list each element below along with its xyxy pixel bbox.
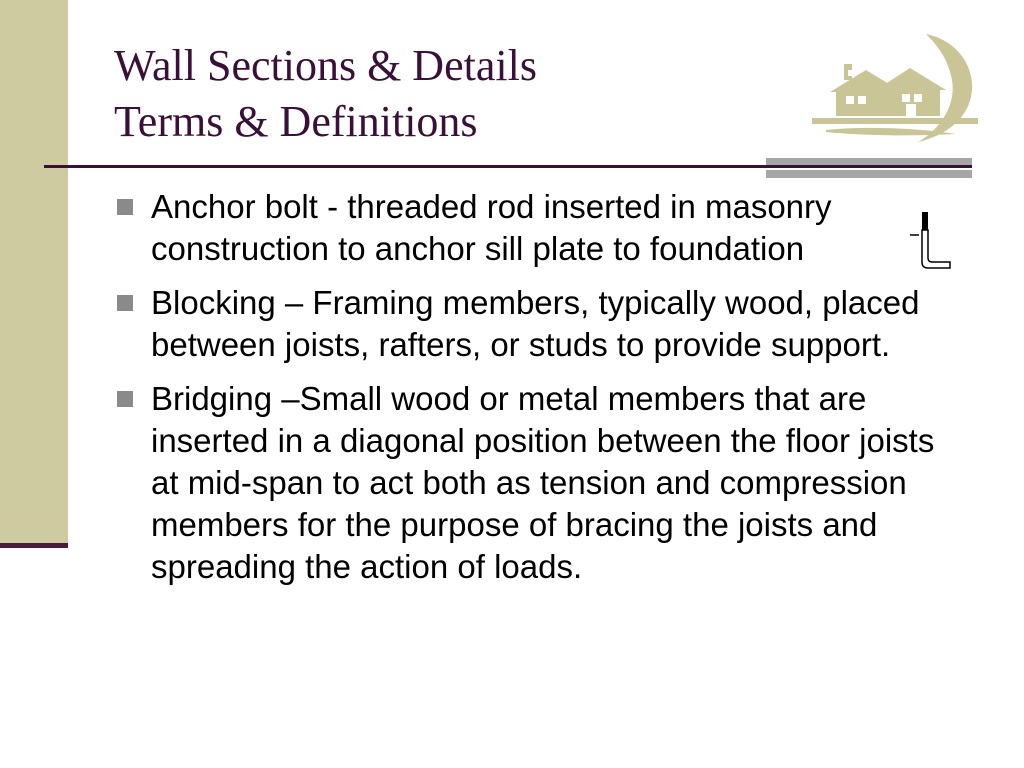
bullet-text: Blocking – Framing members, typically wood, placed between joists, rafters, or studs to provide support. [151,284,920,363]
left-accent-bar [0,0,68,546]
title-line-1: Wall Sections & Details [114,41,537,90]
square-bullet-icon [117,199,133,215]
left-accent-bar-base [0,543,68,548]
title-rule-gray-bottom [766,170,972,178]
bullet-text: Anchor bolt - threaded rod inserted in masonry construction to anchor sill plate to foundation [151,188,832,267]
square-bullet-icon [117,295,133,311]
square-bullet-icon [117,391,133,407]
bullet-list [114,186,966,600]
title-rule [44,165,972,168]
list-item [114,282,966,366]
list-item [114,186,966,270]
list-item [114,378,966,588]
bullet-text: Bridging –Small wood or metal members that are inserted in a diagonal position between the floor joists at mid-span to act both as tension and compression members for the purpose of bracing the joists and spreading the action of loads. [151,380,935,585]
slide-title [114,38,537,150]
title-line-2: Terms & Definitions [114,97,478,146]
house-logo-icon [806,30,982,152]
title-rule-gray-top [766,158,972,165]
